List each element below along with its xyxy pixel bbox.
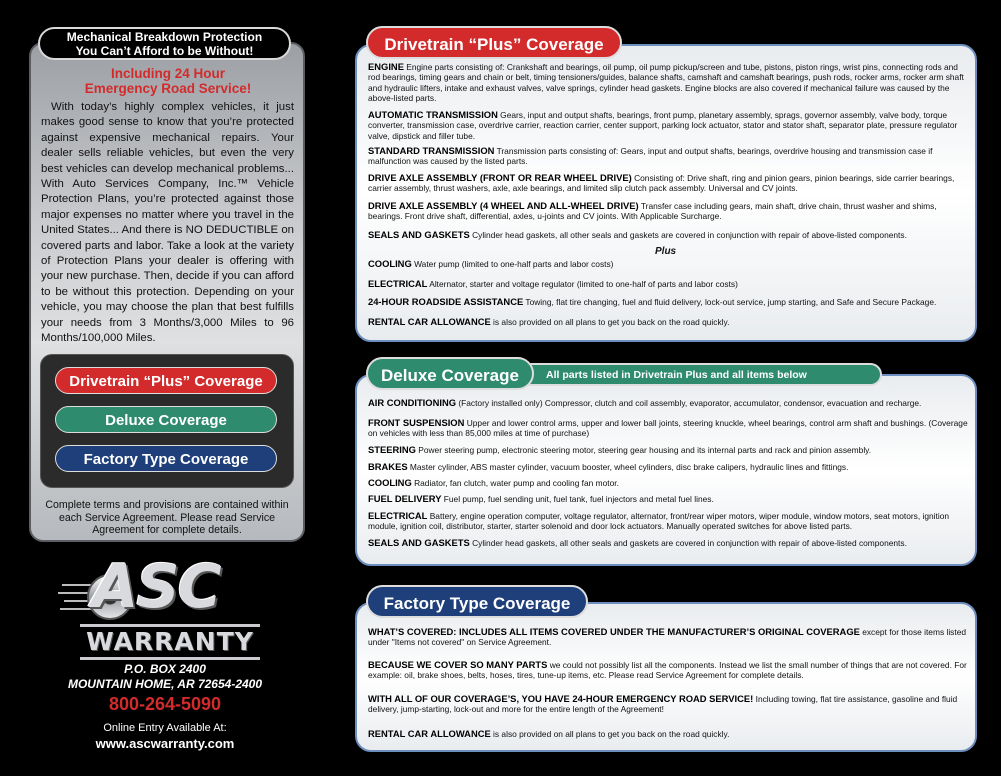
item-text: Cylinder head gaskets, all other seals and gaskets are covered in conjunction with repair of above-listed components. [469, 538, 907, 548]
intro-header-line2: You Can’t Afford to be Without! [75, 44, 254, 58]
item-heading: AUTOMATIC TRANSMISSION [368, 109, 498, 120]
factory-item [368, 694, 969, 715]
deluxe-item [368, 445, 969, 455]
online-entry-label: Online Entry Available At: [103, 722, 227, 734]
road-service-line1: Including 24 Hour [110, 66, 225, 81]
item-text: (Factory installed only) Compressor, clutch and coil assembly, evaporator, accumulator, condensor, evacuation and recharge. [456, 398, 922, 408]
item-heading: COOLING [368, 477, 412, 488]
terms-footnote: Complete terms and provisions are contained within each Service Agreement. Please read Service Agreement for complete details. [45, 499, 289, 536]
drivetrain-item [368, 110, 969, 141]
item-heading: WHAT’S COVERED: INCLUDES ALL ITEMS COVERED UNDER THE MANUFACTURER’S ORIGINAL COVERAGE [368, 626, 860, 637]
item-text: Transmission parts consisting of: Gears, input and output shafts, bearings, overdrive housing and transmission case if malfunction was caused by the listed parts. [368, 146, 933, 167]
deluxe-title: Deluxe Coverage [366, 357, 534, 390]
item-text: is also provided on all plans to get you back on the road quickly. [490, 317, 730, 327]
road-service-heading [30, 66, 306, 96]
item-text: Radiator, fan clutch, water pump and cooling fan motor. [411, 478, 619, 488]
deluxe-item [368, 538, 969, 548]
factory-type-button[interactable]: Factory Type Coverage [55, 445, 277, 472]
item-heading: FRONT SUSPENSION [368, 417, 465, 428]
logo-warranty-text: WARRANTY [80, 624, 260, 660]
website-link[interactable]: www.ascwarranty.com [95, 736, 235, 751]
drivetrain-item [368, 201, 969, 222]
item-text: Battery, engine operation computer, voltage regulator, alternator, front/rear wiper motors, wiper module, window motors, seat motors, ignition module, ignition coil, distributor, starter, starter solenoid and door lock actuators. Manually operated switches for above listed parts. [368, 511, 950, 532]
deluxe-item [368, 418, 969, 439]
drivetrain-plus-item [368, 259, 969, 269]
item-heading: STANDARD TRANSMISSION [368, 145, 495, 156]
phone-number[interactable]: 800-264-5090 [108, 694, 222, 714]
logo-asc-text: ASC [92, 552, 220, 622]
deluxe-subtitle: All parts listed in Drivetrain Plus and all items below [546, 369, 807, 381]
factory-title: Factory Type Coverage [366, 585, 588, 618]
item-heading: ELECTRICAL [368, 510, 428, 521]
intro-body-text: With today’s highly complex vehicles, it just makes good sense to know that you’re protected against expensive mechanical repairs. Your dealer sells reliable vehicles, but even the very best vehicles can develop mechanical problems... With Auto Services Company, Inc.™ Vehicle Protection Plans, you’re protected against those major expenses no matter where you travel in the United States... And there is NO DEDUCTIBLE on covered parts and labor. Take a look at the variety of Protection Plans your dealer is offering with your new purchase. Then, decide if you can afford to be without this protection. Depending on your vehicle, you may choose the plan that best fulfills your needs from 3 Months/3,000 Miles to 96 Months/100,000 Miles. [41, 101, 294, 345]
drivetrain-item [368, 146, 969, 167]
drivetrain-plus-item [368, 317, 969, 327]
plan-buttons-box [40, 354, 294, 488]
item-heading: STEERING [368, 444, 416, 455]
intro-header-line1: Mechanical Breakdown Protection [66, 30, 263, 44]
item-heading: RENTAL CAR ALLOWANCE [368, 728, 491, 739]
item-text: Fuel pump, fuel sending unit, fuel tank, fuel injectors and metal fuel lines. [441, 494, 714, 504]
item-text: Power steering pump, electronic steering motor, steering gear housing and its internal parts and rack and pinion assembly. [415, 445, 872, 455]
item-heading: BRAKES [368, 461, 408, 472]
road-service-line2: Emergency Road Service! [84, 81, 252, 96]
deluxe-item [368, 398, 969, 408]
item-heading: RENTAL CAR ALLOWANCE [368, 316, 491, 327]
item-heading: COOLING [368, 258, 412, 269]
item-text: is also provided on all plans to get you back on the road quickly. [490, 729, 730, 739]
deluxe-item [368, 511, 969, 532]
drivetrain-item [368, 230, 969, 240]
factory-item [368, 627, 969, 648]
drivetrain-plus-item [368, 279, 969, 289]
drivetrain-item [368, 173, 969, 194]
deluxe-button[interactable]: Deluxe Coverage [55, 406, 277, 433]
item-text: Gears, input and output shafts, bearings, front pump, planetary assembly, sprags, governor assembly, valve body, torque converter, transmission case, overdrive carrier, reaction carrier, center support, parking lock actuator, stator and stator shaft, separator plate, pressure regulator valve, dipstick and filler tube. [368, 110, 958, 141]
drivetrain-plus-item [368, 297, 969, 307]
item-heading: DRIVE AXLE ASSEMBLY (4 WHEEL AND ALL-WHEEL DRIVE) [368, 200, 639, 211]
item-text: Cylinder head gaskets, all other seals and gaskets are covered in conjunction with repair of above-listed components. [469, 230, 907, 240]
item-text: Consisting of: Drive shaft, ring and pinion gears, pinion bearings, side carrier bearings, carrier assembly, thrust washers, axle, axle bearings, and limited slip clutch pack assembly. Universal and CV joints. [368, 173, 955, 194]
item-text: Engine parts consisting of: Crankshaft and bearings, oil pump, oil pump pickup/screen and tube, pistons, piston rings, wrist pins, connecting rods and rod bearings, timing gears and chain or belt, timing tensioners/guides, balance shafts, camshaft and camshaft bearings, push rods, rocker arms, rocker arm shaft and hydraulic lifters, intake and exhaust valves, valve springs, cylinder head gaskets. Engine blocks are also covered if mechanical failure was caused by the above-listed parts. [368, 62, 964, 103]
item-text: except for those items listed under "Items not covered" on Service Agreement. [368, 627, 967, 648]
item-heading: 24-HOUR ROADSIDE ASSISTANCE [368, 296, 524, 307]
item-text: Master cylinder, ABS master cylinder, vacuum booster, wheel cylinders, disc brake calipers, hydraulic lines and fittings. [407, 462, 849, 472]
contact-block [40, 662, 290, 752]
item-heading: FUEL DELIVERY [368, 493, 442, 504]
intro-header [38, 27, 291, 60]
item-text: Towing, flat tire changing, fuel and fluid delivery, lock-out service, jump starting, and Safe and Secure Package. [523, 297, 937, 307]
item-heading: BECAUSE WE COVER SO MANY PARTS [368, 659, 548, 670]
item-heading: AIR CONDITIONING [368, 397, 457, 408]
item-heading: ENGINE [368, 61, 404, 72]
item-text: we could not possibly list all the components. Instead we list the small number of things that are not covered. For example: oil, brake shoes, belts, hoses, tires, tune-up items, etc. Please read Service Agreement for complete details. [368, 660, 967, 681]
item-text: Alternator, starter and voltage regulator (limited to one-half of parts and labor costs) [427, 279, 738, 289]
plus-label: Plus [655, 246, 677, 257]
item-text: Including towing, flat tire assistance, gasoline and fluid delivery, jump-starting, lock-out and more for the entire length of the Agreement! [368, 694, 958, 715]
item-text: Water pump (limited to one-half parts and labor costs) [411, 259, 614, 269]
po-box: P.O. BOX 2400 [124, 662, 206, 676]
deluxe-subtitle-bar [520, 363, 882, 386]
item-heading: SEALS AND GASKETS [368, 229, 470, 240]
item-heading: WITH ALL OF OUR COVERAGE’S, YOU HAVE 24-HOUR EMERGENCY ROAD SERVICE! [368, 693, 754, 704]
deluxe-item [368, 494, 969, 504]
item-heading: DRIVE AXLE ASSEMBLY (FRONT OR REAR WHEEL DRIVE) [368, 172, 632, 183]
drivetrain-plus-button[interactable]: Drivetrain “Plus” Coverage [55, 367, 277, 394]
item-heading: SEALS AND GASKETS [368, 537, 470, 548]
factory-item [368, 729, 969, 739]
deluxe-item [368, 478, 969, 488]
item-text: Transfer case including gears, main shaft, drive chain, thrust washer and shims, bearings. Front drive shaft, differential, axles, u-joints and CV joints. With Applicable Surcharge. [368, 201, 937, 222]
deluxe-item [368, 462, 969, 472]
drivetrain-title: Drivetrain “Plus” Coverage [366, 26, 622, 59]
item-heading: ELECTRICAL [368, 278, 428, 289]
city-state-zip: MOUNTAIN HOME, AR 72654-2400 [67, 677, 263, 691]
item-text: Upper and lower control arms, upper and lower ball joints, steering knuckle, wheel bearings, control arm shaft and bushings. (Coverage on vehicles with less than 85,000 miles at time of purchase) [368, 418, 968, 439]
factory-item [368, 660, 969, 681]
drivetrain-item [368, 62, 969, 103]
